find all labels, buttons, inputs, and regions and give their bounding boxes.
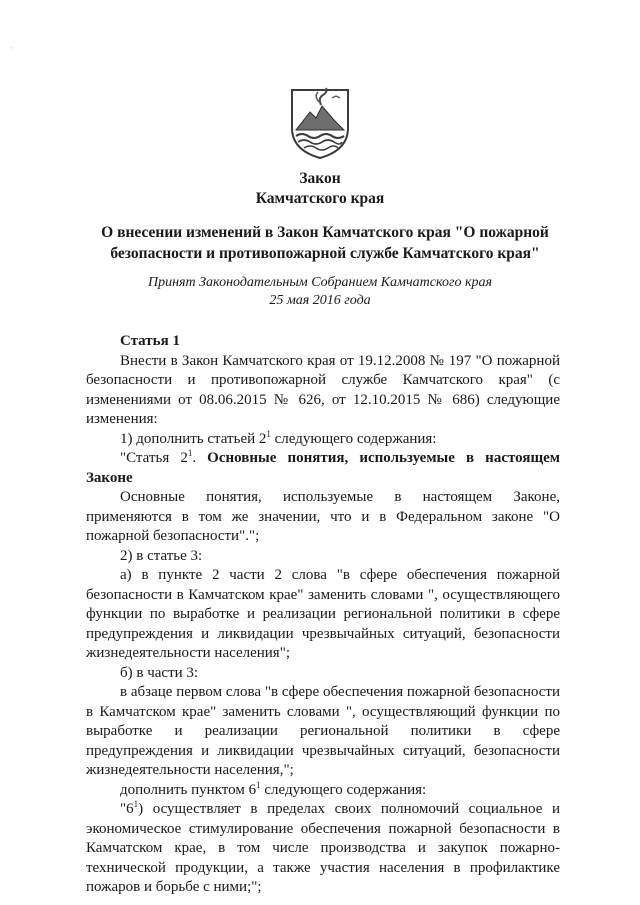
item-1-sup: 1: [266, 428, 271, 439]
item-2b-p2-text: дополнить пунктом 6: [120, 781, 257, 798]
law-title: Закон: [299, 170, 341, 187]
adoption-note: [0, 274, 640, 310]
item-2a: а) в пункте 2 части 2 слова "в сфере обеспечения пожарной безопасности в Камчатском крае" заменить словами ", осуществляющего функции по выработке и реализации региональной политики в сфере предупреждения и ликвидации чрезвычайных ситуаций, безопасности жизнедеятельности населения";: [86, 567, 560, 661]
item-1-tail: следующего содержания:: [270, 430, 437, 447]
item-2: 2) в статье 3:: [120, 547, 203, 564]
law-body: [86, 332, 560, 898]
item-2b-paragraph-1: в абзаце первом слова "в сфере обеспечения пожарной безопасности в Камчатском крае" заменить словами ", осуществляющий функции по выработке и реализации региональной политики в сфере предупреждения и ликвидации чрезвычайных ситуаций, безопасности жизнедеятельности населения,";: [86, 684, 560, 778]
item-2b-p2-sup: 1: [256, 779, 261, 790]
item-2b-paragraph-2: [86, 781, 560, 801]
paragraph-intro: Внести в Закон Камчатского края от 19.12.2008 № 197 "О пожарной безопасности и противопожарной службе Камчатского края" (с изменениями от 08.06.2015 № 626, от 12.10.2015 № 686) следующие изменения:: [86, 352, 560, 427]
kamchatka-coat-of-arms-icon: [288, 84, 352, 160]
paragraph-concepts: Основные понятия, используемые в настоящем Законе, применяются в том же значении, что и в Федеральном законе "О пожарной безопасности".";: [86, 489, 560, 544]
new-article-sup: 1: [187, 448, 193, 458]
item-6-1-sup: 1: [133, 799, 139, 809]
item-6-1: [86, 800, 560, 898]
adoption-date: 25 мая 2016 года: [269, 293, 371, 308]
adoption-body: Принят Законодательным Собранием Камчатского края: [147, 275, 493, 290]
item-2b-p2-tail: следующего содержания:: [260, 781, 427, 798]
article-heading: Статья 1: [120, 333, 180, 349]
law-region: Камчатского края: [255, 190, 385, 207]
item-6-1-text: ) осуществляет в пределах своих полномочий социальное и экономическое стимулирование обеспечения пожарной безопасности в Камчатском крае, в том числе производства и закупок пожарно-технической продукции, а также участия населения в профилактике пожаров и борьбе с ними;";: [86, 801, 560, 895]
law-subtitle: О внесении изменений в Закон Камчатского края "О пожарной безопасности и противопожарной службе Камчатского края": [101, 224, 549, 262]
item-6-1-num: "6: [120, 801, 134, 817]
new-article-title: Основные понятия, используемые в настоящем Законе: [86, 450, 561, 486]
new-article-num: "Статья 2: [120, 450, 188, 466]
new-article-heading: [86, 449, 560, 488]
item-1-text: 1) дополнить статьей 2: [120, 430, 267, 447]
item-2b: б) в части 3:: [120, 664, 199, 681]
item-1: [86, 430, 560, 450]
new-article-dot: .: [192, 450, 208, 466]
scan-mark: ,: [10, 40, 13, 50]
